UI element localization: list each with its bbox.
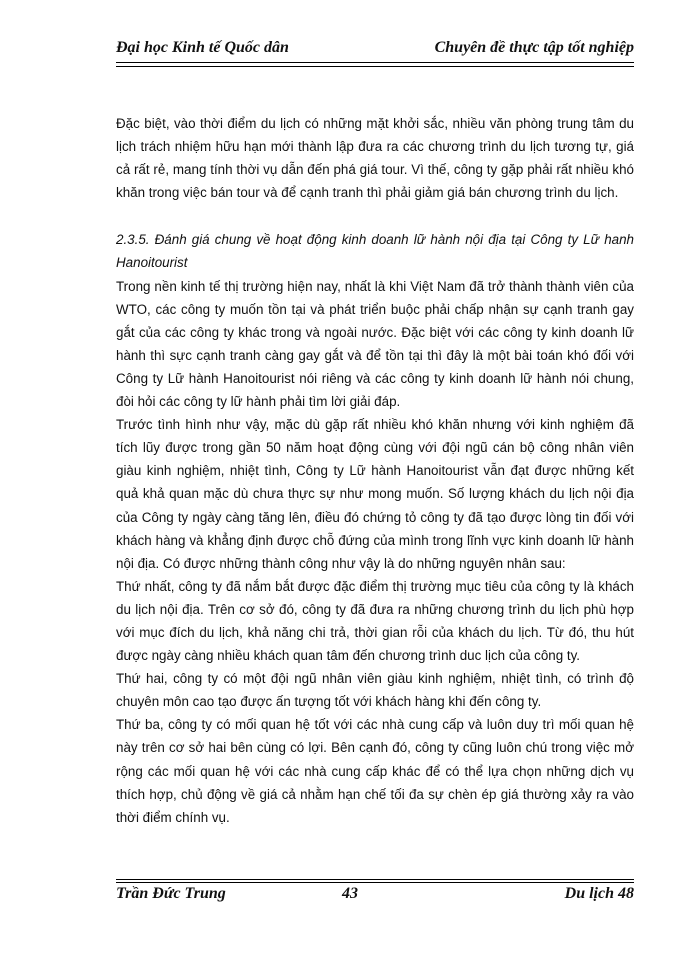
paragraph-reason-first: Thứ nhất, công ty đã nắm bắt được đặc điểm thị trường mục tiêu của công ty là khách du lịch nội địa. Trên cơ sở đó, công ty đã đưa ra những chương trình du lịch phù hợp với mục đích du lịch, khả năng chi trả, thời gian rỗi của khách du lịch. Từ đó, thu hút được ngày càng nhiều khách quan tâm đến chương trình duc lịch của công ty.	[116, 578, 634, 664]
paragraph-intro: Đặc biệt, vào thời điểm du lịch có những mặt khởi sắc, nhiều văn phòng trung tâm du lịch trách nhiệm hữu hạn mới thành lập đưa ra các chương trình du lịch tương tự, giá cả rất rẻ, mang tính thời vụ dẫn đến phá giá tour. Vì thế, công ty gặp phải rất nhiều khó khăn trong việc bán tour và để cạnh tranh thì phải giảm giá bán chương trình du lịch.	[116, 116, 634, 201]
header-rule-thin	[116, 66, 634, 67]
header-document-type: Chuyên đề thực tập tốt nghiệp	[434, 39, 634, 56]
page-footer	[116, 884, 634, 906]
footer-rule-thin	[116, 879, 634, 880]
page-header	[116, 38, 634, 60]
footer-rule	[116, 882, 634, 883]
paragraph-reason-third: Thứ ba, công ty có mối quan hệ tốt với các nhà cung cấp và luôn duy trì mối quan hệ này trên cơ sở hai bên cùng có lợi. Bên cạnh đó, công ty cũng luôn chú trong việc mở rộng các mối quan hệ với các nhà cung cấp khác để có thể lựa chọn những dịch vụ thích hợp, chủ động về giá cả nhằm hạn chế tối đa sự chèn ép giá thường xảy ra vào thời điểm chính vụ.	[116, 717, 634, 825]
paragraph-reason-second: Thứ hai, công ty có một đội ngũ nhân viên giàu kinh nghiệm, nhiệt tình, có trình độ chuyên môn cao tạo được ấn tượng tốt với khách hàng khi đến công ty.	[116, 671, 634, 710]
header-rule	[116, 62, 634, 63]
paragraph-achievements: Trước tình hình như vậy, mặc dù gặp rất nhiều khó khăn nhưng với kinh nghiệm đã tích lũy được trong gần 50 năm hoạt động cùng với đội ngũ cán bộ công nhân viên giàu kinh nghiệm, nhiệt tình, Công ty Lữ hành Hanoitourist vẫn đạt được những kết quả khả quan mặc dù chưa thực sự như mong muốn. Số lượng khách du lịch nội địa của Công ty ngày càng tăng lên, điều đó chứng tỏ công ty đã tạo được lòng tin đối với khách hàng và khẳng định được chỗ đứng của mình trong lĩnh vực kinh doanh lữ hành nội địa. Có được những thành công như vậy là do những nguyên nhân sau:	[116, 417, 634, 571]
header-university: Đại học Kinh tế Quốc dân	[116, 39, 289, 56]
footer-class: Du lịch 48	[564, 885, 634, 902]
page-body	[116, 112, 634, 829]
footer-author: Trần Đức Trung	[116, 885, 226, 902]
section-heading: 2.3.5. Đánh giá chung về hoạt động kinh doanh lữ hành nội địa tại Công ty Lữ hanh Hanoitourist	[116, 232, 634, 271]
paragraph-context: Trong nền kinh tế thị trường hiện nay, nhất là khi Việt Nam đã trở thành thành viên của WTO, các công ty muốn tồn tại và phát triển buộc phải chấp nhận sự cạnh tranh gay gắt của các công ty khác trong và ngoài nước. Đặc biệt với các công ty kinh doanh lữ hành thì sực cạnh tranh càng gay gắt và để tồn tại thì đây là một bài toán khó đối với Công ty Lữ hành Hanoitourist nói riêng và các công ty kinh doanh lữ hành nói chung, đòi hỏi các công ty lữ hành phải tìm lời giải đáp.	[116, 278, 634, 410]
footer-page-number: 43	[342, 885, 358, 902]
